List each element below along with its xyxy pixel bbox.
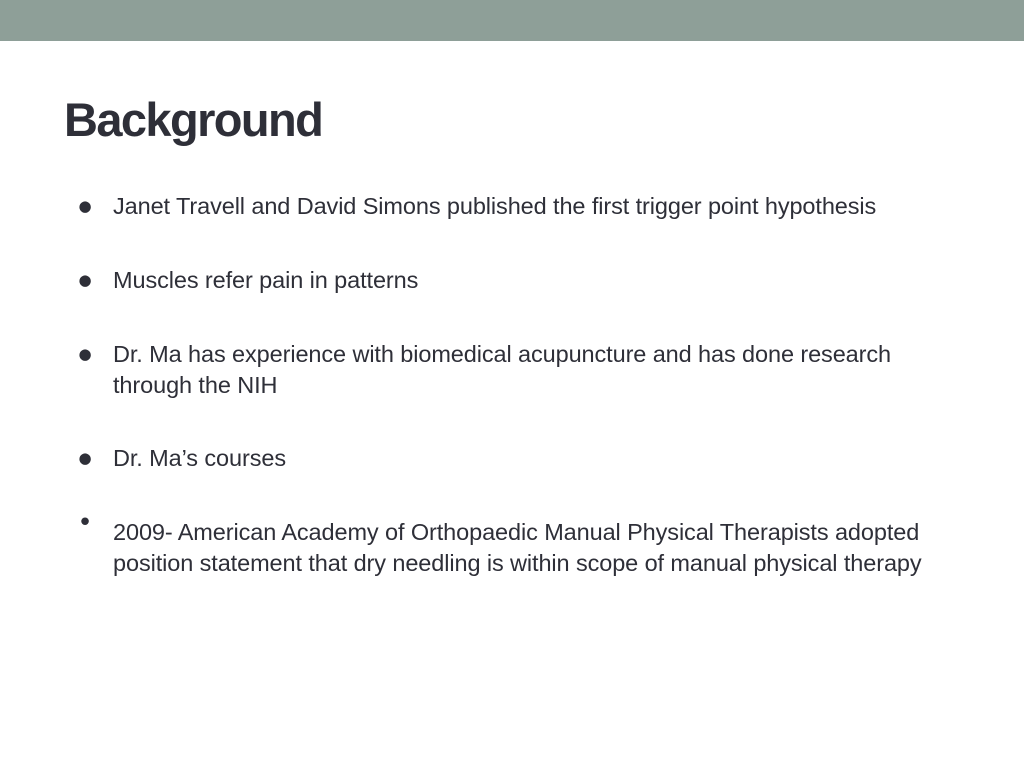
bullet-text: Janet Travell and David Simons published the first trigger point hypothesis xyxy=(113,193,877,219)
bullet-marker: ● xyxy=(78,271,92,289)
bullet-text: Dr. Ma’s courses xyxy=(113,445,286,471)
slide-title: Background xyxy=(64,93,323,146)
bullet-marker: ● xyxy=(78,197,92,215)
bullet-text: 2009- American Academy of Orthopaedic Manual Physical Therapists adopted position statement that dry needling is within scope of manual physical therapy xyxy=(113,519,922,576)
bullet-text: Muscles refer pain in patterns xyxy=(113,267,419,293)
bullet-marker: • xyxy=(77,508,93,538)
bullet-marker: ● xyxy=(78,345,92,363)
bullet-text: Dr. Ma has experience with biomedical acupuncture and has done research through the NIH xyxy=(113,341,891,398)
bullet-marker: ● xyxy=(78,449,92,467)
